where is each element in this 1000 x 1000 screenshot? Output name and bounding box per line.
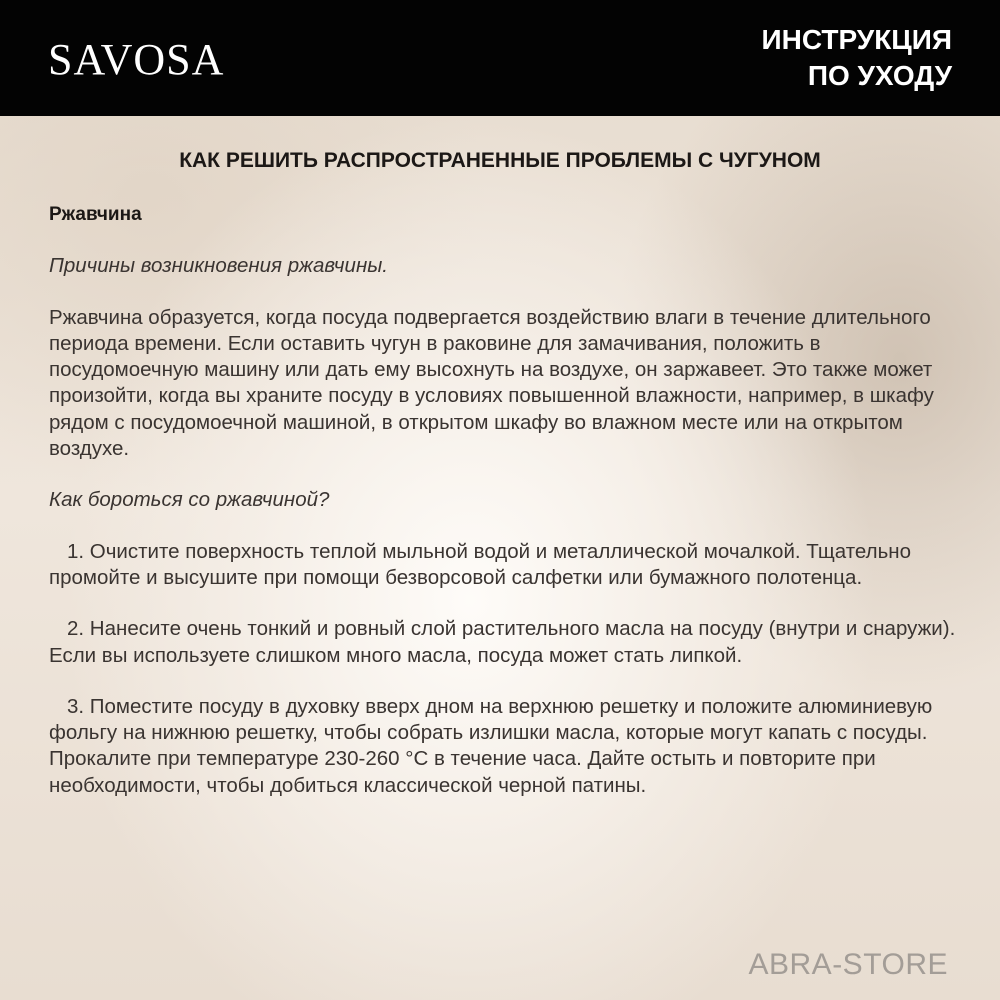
step-1: 1. Очистите поверхность теплой мыльной водой и металлической мочалкой. Тщательно промойте и высушите при помощи безворсовой салфетки или бумажного полотенца. (49, 539, 911, 589)
header-title-line-1: ИНСТРУКЦИЯ (761, 24, 952, 55)
page-heading: КАК РЕШИТЬ РАСПРОСТРАНЕННЫЕ ПРОБЛЕМЫ С ЧУГУНОМ (179, 149, 821, 172)
header-title (762, 22, 953, 94)
causes-paragraph: Ржавчина образуется, когда посуда подвергается воздействию влаги в течение длительного периода времени. Если оставить чугун в раковине для замачивания, положить в посудомоечную машину или дать ему высохнуть на воздухе, он заржавеет. Это также может произойти, когда вы храните посуду в условиях повышенной влажности, например, в шкафу рядом с посудомоечной машиной, в открытом шкафу во влажном месте или на открытом воздухе. (49, 305, 934, 461)
header-title-line-2: ПО УХОДУ (807, 60, 952, 91)
section-subtitle: Ржавчина (49, 204, 142, 225)
brand-logo: SAVOSA (48, 35, 225, 84)
header-bar (0, 0, 1000, 116)
step-2: 2. Нанесите очень тонкий и ровный слой растительного масла на посуду (внутри и снаружи). Если вы используете слишком много масла, посуда может стать липкой. (49, 617, 956, 667)
step-3: 3. Поместите посуду в духовку вверх дном на верхнюю решетку и положите алюминиевую фольгу на нижнюю решетку, чтобы собрать излишки масла, которые могут капать с посуды. Прокалите при температуре 230-260 °C в течение часа. Дайте остыть и повторите при необходимости, чтобы добиться классической черной патины. (49, 694, 933, 797)
causes-title: Причины возникновения ржавчины. (49, 254, 389, 278)
content-body (49, 202, 959, 799)
store-watermark: ABRA-STORE (748, 948, 948, 981)
fight-title: Как бороться со ржавчиной? (49, 488, 330, 512)
